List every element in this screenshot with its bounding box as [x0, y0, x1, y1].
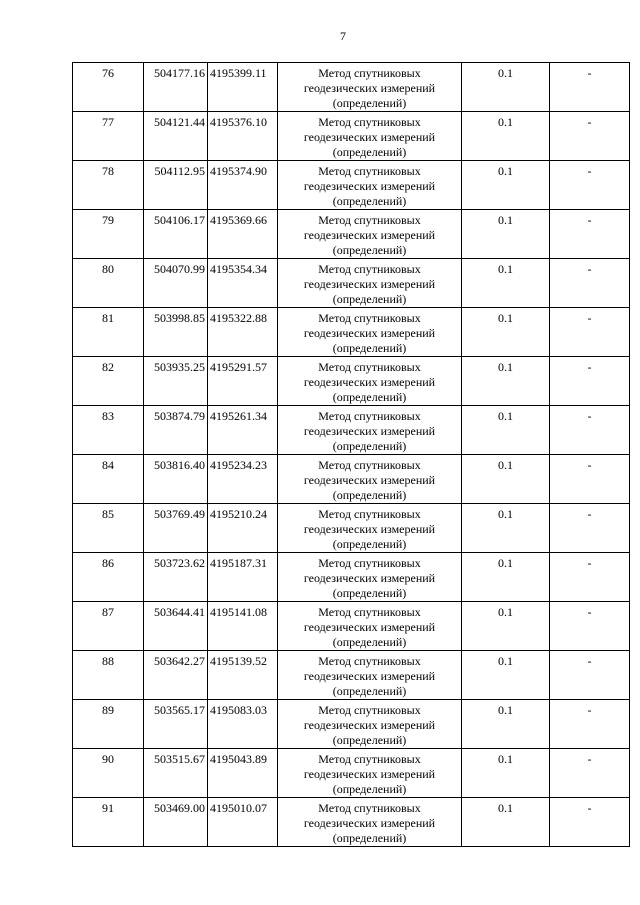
- accuracy-cell: [462, 700, 550, 749]
- point-number-cell: [73, 602, 144, 651]
- x-coordinate-text: 504070.99: [154, 262, 205, 276]
- method-line: Метод спутниковых: [318, 703, 421, 717]
- table-row: [73, 455, 630, 504]
- x-coordinate-cell: [144, 63, 208, 112]
- point-number-cell: [73, 112, 144, 161]
- point-number-text: 76: [102, 66, 114, 80]
- method-cell: [278, 749, 462, 798]
- point-number-cell: [73, 210, 144, 259]
- method-line: Метод спутниковых: [318, 605, 421, 619]
- y-coordinate-cell: [208, 210, 278, 259]
- description-text: -: [587, 66, 592, 80]
- point-number-cell: [73, 308, 144, 357]
- point-number-text: 84: [102, 458, 114, 472]
- point-number-cell: [73, 259, 144, 308]
- method-cell: [278, 553, 462, 602]
- x-coordinate-text: 503998.85: [154, 311, 205, 325]
- description-cell: [550, 210, 630, 259]
- x-coordinate-text: 504177.16: [154, 66, 205, 80]
- y-coordinate-text: 4195043.89: [210, 752, 267, 766]
- x-coordinate-text: 503816.40: [154, 458, 205, 472]
- table-row: [73, 63, 630, 112]
- y-coordinate-text: 4195322.88: [210, 311, 267, 325]
- y-coordinate-cell: [208, 357, 278, 406]
- y-coordinate-cell: [208, 553, 278, 602]
- y-coordinate-cell: [208, 504, 278, 553]
- x-coordinate-cell: [144, 553, 208, 602]
- table-row: [73, 112, 630, 161]
- method-line: Метод спутниковых: [318, 262, 421, 276]
- point-number-cell: [73, 749, 144, 798]
- method-line: геодезических измерений: [303, 522, 436, 536]
- accuracy-text: 0.1: [498, 507, 513, 521]
- description-cell: [550, 700, 630, 749]
- page-number: 7: [340, 29, 346, 43]
- description-text: -: [587, 605, 592, 619]
- point-number-text: 82: [102, 360, 114, 374]
- method-line: геодезических измерений: [303, 277, 436, 291]
- table-row: [73, 749, 630, 798]
- description-text: -: [587, 507, 592, 521]
- point-number-cell: [73, 161, 144, 210]
- method-line: Метод спутниковых: [318, 507, 421, 521]
- method-line: (определений): [332, 96, 407, 110]
- x-coordinate-text: 503642.27: [154, 654, 205, 668]
- x-coordinate-cell: [144, 602, 208, 651]
- accuracy-cell: [462, 651, 550, 700]
- description-cell: [550, 112, 630, 161]
- method-line: геодезических измерений: [303, 81, 436, 95]
- accuracy-cell: [462, 357, 550, 406]
- description-cell: [550, 553, 630, 602]
- method-line: геодезических измерений: [303, 130, 436, 144]
- method-line: (определений): [332, 684, 407, 698]
- point-number-cell: [73, 455, 144, 504]
- description-cell: [550, 63, 630, 112]
- method-cell: [278, 308, 462, 357]
- method-line: геодезических измерений: [303, 228, 436, 242]
- y-coordinate-text: 4195210.24: [210, 507, 267, 521]
- x-coordinate-cell: [144, 357, 208, 406]
- accuracy-text: 0.1: [498, 752, 513, 766]
- point-number-text: 80: [102, 262, 114, 276]
- y-coordinate-text: 4195261.34: [210, 409, 267, 423]
- x-coordinate-cell: [144, 161, 208, 210]
- x-coordinate-text: 504112.95: [154, 164, 205, 178]
- x-coordinate-cell: [144, 455, 208, 504]
- method-line: (определений): [332, 341, 407, 355]
- method-line: геодезических измерений: [303, 718, 436, 732]
- description-text: -: [587, 458, 592, 472]
- y-coordinate-text: 4195010.07: [210, 801, 267, 815]
- y-coordinate-cell: [208, 308, 278, 357]
- accuracy-cell: [462, 112, 550, 161]
- y-coordinate-cell: [208, 406, 278, 455]
- accuracy-text: 0.1: [498, 703, 513, 717]
- accuracy-cell: [462, 798, 550, 847]
- description-text: -: [587, 311, 592, 325]
- method-line: Метод спутниковых: [318, 115, 421, 129]
- y-coordinate-text: 4195291.57: [210, 360, 267, 374]
- method-cell: [278, 357, 462, 406]
- description-cell: [550, 602, 630, 651]
- point-number-text: 87: [102, 605, 114, 619]
- accuracy-text: 0.1: [498, 801, 513, 815]
- table-row: [73, 602, 630, 651]
- table-row: [73, 161, 630, 210]
- x-coordinate-text: 503469.00: [154, 801, 205, 815]
- method-cell: [278, 406, 462, 455]
- method-cell: [278, 602, 462, 651]
- x-coordinate-cell: [144, 112, 208, 161]
- y-coordinate-cell: [208, 63, 278, 112]
- accuracy-text: 0.1: [498, 311, 513, 325]
- y-coordinate-cell: [208, 455, 278, 504]
- y-coordinate-cell: [208, 112, 278, 161]
- accuracy-text: 0.1: [498, 458, 513, 472]
- description-text: -: [587, 801, 592, 815]
- point-number-cell: [73, 651, 144, 700]
- description-cell: [550, 749, 630, 798]
- x-coordinate-text: 504121.44: [154, 115, 205, 129]
- description-text: -: [587, 213, 592, 227]
- y-coordinate-text: 4195354.34: [210, 262, 267, 276]
- point-number-cell: [73, 700, 144, 749]
- method-line: (определений): [332, 586, 407, 600]
- table-row: [73, 308, 630, 357]
- accuracy-cell: [462, 504, 550, 553]
- method-line: (определений): [332, 292, 407, 306]
- description-text: -: [587, 409, 592, 423]
- method-line: Метод спутниковых: [318, 213, 421, 227]
- accuracy-text: 0.1: [498, 654, 513, 668]
- x-coordinate-text: 503874.79: [154, 409, 205, 423]
- x-coordinate-cell: [144, 749, 208, 798]
- description-text: -: [587, 262, 592, 276]
- accuracy-cell: [462, 161, 550, 210]
- y-coordinate-cell: [208, 651, 278, 700]
- point-number-text: 78: [102, 164, 114, 178]
- table-row: [73, 406, 630, 455]
- method-line: (определений): [332, 488, 407, 502]
- table-row: [73, 210, 630, 259]
- method-cell: [278, 259, 462, 308]
- accuracy-cell: [462, 63, 550, 112]
- description-text: -: [587, 654, 592, 668]
- coordinates-table: [72, 62, 630, 847]
- point-number-text: 88: [102, 654, 114, 668]
- method-line: Метод спутниковых: [318, 311, 421, 325]
- table-body: [73, 63, 630, 847]
- accuracy-cell: [462, 749, 550, 798]
- description-text: -: [587, 164, 592, 178]
- x-coordinate-cell: [144, 308, 208, 357]
- y-coordinate-cell: [208, 259, 278, 308]
- method-cell: [278, 798, 462, 847]
- y-coordinate-text: 4195399.11: [210, 66, 267, 80]
- point-number-text: 89: [102, 703, 114, 717]
- x-coordinate-cell: [144, 798, 208, 847]
- accuracy-text: 0.1: [498, 556, 513, 570]
- x-coordinate-cell: [144, 210, 208, 259]
- point-number-cell: [73, 63, 144, 112]
- method-line: (определений): [332, 537, 407, 551]
- accuracy-cell: [462, 259, 550, 308]
- accuracy-cell: [462, 455, 550, 504]
- y-coordinate-text: 4195376.10: [210, 115, 267, 129]
- accuracy-text: 0.1: [498, 164, 513, 178]
- accuracy-text: 0.1: [498, 213, 513, 227]
- method-cell: [278, 504, 462, 553]
- description-text: -: [587, 115, 592, 129]
- description-cell: [550, 406, 630, 455]
- description-text: -: [587, 752, 592, 766]
- method-line: геодезических измерений: [303, 571, 436, 585]
- method-line: (определений): [332, 782, 407, 796]
- method-cell: [278, 455, 462, 504]
- method-line: геодезических измерений: [303, 816, 436, 830]
- method-line: Метод спутниковых: [318, 654, 421, 668]
- y-coordinate-cell: [208, 798, 278, 847]
- x-coordinate-cell: [144, 651, 208, 700]
- method-line: Метод спутниковых: [318, 801, 421, 815]
- table-row: [73, 553, 630, 602]
- method-line: геодезических измерений: [303, 473, 436, 487]
- method-line: (определений): [332, 831, 407, 845]
- method-cell: [278, 161, 462, 210]
- description-cell: [550, 308, 630, 357]
- x-coordinate-text: 503565.17: [154, 703, 205, 717]
- method-line: геодезических измерений: [303, 620, 436, 634]
- description-cell: [550, 357, 630, 406]
- point-number-text: 91: [102, 801, 114, 815]
- method-cell: [278, 651, 462, 700]
- method-line: Метод спутниковых: [318, 556, 421, 570]
- y-coordinate-text: 4195374.90: [210, 164, 267, 178]
- x-coordinate-text: 503515.67: [154, 752, 205, 766]
- table-row: [73, 700, 630, 749]
- y-coordinate-text: 4195139.52: [210, 654, 267, 668]
- point-number-text: 83: [102, 409, 114, 423]
- point-number-text: 81: [102, 311, 114, 325]
- method-line: геодезических измерений: [303, 669, 436, 683]
- y-coordinate-text: 4195369.66: [210, 213, 267, 227]
- method-line: геодезических измерений: [303, 767, 436, 781]
- x-coordinate-text: 503723.62: [154, 556, 205, 570]
- accuracy-text: 0.1: [498, 262, 513, 276]
- accuracy-text: 0.1: [498, 115, 513, 129]
- method-cell: [278, 700, 462, 749]
- description-cell: [550, 504, 630, 553]
- x-coordinate-cell: [144, 406, 208, 455]
- x-coordinate-cell: [144, 259, 208, 308]
- accuracy-cell: [462, 602, 550, 651]
- point-number-cell: [73, 553, 144, 602]
- table-row: [73, 357, 630, 406]
- point-number-cell: [73, 504, 144, 553]
- description-text: -: [587, 360, 592, 374]
- method-line: геодезических измерений: [303, 179, 436, 193]
- point-number-cell: [73, 406, 144, 455]
- description-cell: [550, 161, 630, 210]
- method-line: (определений): [332, 635, 407, 649]
- method-line: геодезических измерений: [303, 375, 436, 389]
- y-coordinate-cell: [208, 749, 278, 798]
- point-number-text: 85: [102, 507, 114, 521]
- y-coordinate-text: 4195234.23: [210, 458, 267, 472]
- x-coordinate-cell: [144, 700, 208, 749]
- description-cell: [550, 798, 630, 847]
- method-line: Метод спутниковых: [318, 409, 421, 423]
- method-line: (определений): [332, 390, 407, 404]
- point-number-text: 90: [102, 752, 114, 766]
- point-number-cell: [73, 798, 144, 847]
- method-cell: [278, 63, 462, 112]
- method-line: геодезических измерений: [303, 424, 436, 438]
- y-coordinate-cell: [208, 602, 278, 651]
- x-coordinate-text: 503769.49: [154, 507, 205, 521]
- accuracy-cell: [462, 308, 550, 357]
- description-text: -: [587, 556, 592, 570]
- accuracy-cell: [462, 406, 550, 455]
- accuracy-cell: [462, 553, 550, 602]
- y-coordinate-cell: [208, 161, 278, 210]
- accuracy-text: 0.1: [498, 360, 513, 374]
- x-coordinate-text: 503935.25: [154, 360, 205, 374]
- table-row: [73, 504, 630, 553]
- method-line: (определений): [332, 243, 407, 257]
- point-number-text: 86: [102, 556, 114, 570]
- method-line: Метод спутниковых: [318, 360, 421, 374]
- y-coordinate-text: 4195083.03: [210, 703, 267, 717]
- x-coordinate-text: 504106.17: [154, 213, 205, 227]
- description-text: -: [587, 703, 592, 717]
- accuracy-cell: [462, 210, 550, 259]
- table-row: [73, 651, 630, 700]
- table-row: [73, 259, 630, 308]
- y-coordinate-cell: [208, 700, 278, 749]
- y-coordinate-text: 4195187.31: [210, 556, 267, 570]
- accuracy-text: 0.1: [498, 605, 513, 619]
- method-line: геодезических измерений: [303, 326, 436, 340]
- description-cell: [550, 455, 630, 504]
- method-line: Метод спутниковых: [318, 752, 421, 766]
- method-line: (определений): [332, 145, 407, 159]
- x-coordinate-text: 503644.41: [154, 605, 205, 619]
- point-number-cell: [73, 357, 144, 406]
- description-cell: [550, 651, 630, 700]
- method-line: (определений): [332, 439, 407, 453]
- method-line: (определений): [332, 733, 407, 747]
- accuracy-text: 0.1: [498, 409, 513, 423]
- point-number-text: 79: [102, 213, 114, 227]
- method-cell: [278, 112, 462, 161]
- accuracy-text: 0.1: [498, 66, 513, 80]
- y-coordinate-text: 4195141.08: [210, 605, 267, 619]
- table-row: [73, 798, 630, 847]
- description-cell: [550, 259, 630, 308]
- method-line: (определений): [332, 194, 407, 208]
- point-number-text: 77: [102, 115, 114, 129]
- x-coordinate-cell: [144, 504, 208, 553]
- method-line: Метод спутниковых: [318, 164, 421, 178]
- method-line: Метод спутниковых: [318, 458, 421, 472]
- method-cell: [278, 210, 462, 259]
- method-line: Метод спутниковых: [318, 66, 421, 80]
